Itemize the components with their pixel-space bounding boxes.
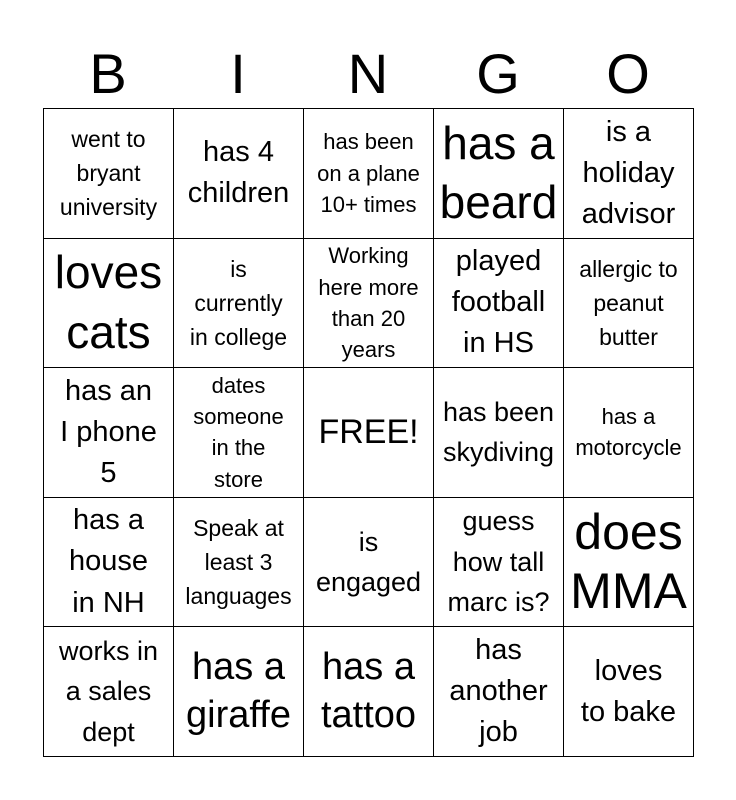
- cell-text: has a tattoo: [320, 645, 417, 736]
- bingo-cell-r1-c5[interactable]: [564, 109, 694, 239]
- bingo-board: [43, 108, 694, 757]
- bingo-cell-r2-c1[interactable]: [44, 239, 174, 369]
- bingo-cell-r4-c2[interactable]: [174, 498, 304, 628]
- bingo-cell-r5-c1[interactable]: [44, 627, 174, 757]
- bingo-cell-r4-c1[interactable]: [44, 498, 174, 628]
- bingo-header: [43, 40, 693, 108]
- bingo-cell-r3-c5[interactable]: [564, 368, 694, 498]
- bingo-cell-r3-c4[interactable]: [434, 368, 564, 498]
- bingo-cell-r5-c4[interactable]: [434, 627, 564, 757]
- cell-text: has been skydiving: [442, 396, 555, 468]
- bingo-cell-r4-c3[interactable]: [304, 498, 434, 628]
- cell-text: has an I phone 5: [60, 374, 157, 490]
- cell-text: has a motorcycle: [575, 404, 682, 461]
- bingo-cell-r4-c5[interactable]: [564, 498, 694, 628]
- cell-text: FREE!: [318, 413, 419, 452]
- cell-text: has 4 children: [187, 136, 290, 210]
- bingo-cell-r4-c4[interactable]: [434, 498, 564, 628]
- cell-text: loves to bake: [580, 654, 677, 728]
- cell-text: has a giraffe: [186, 645, 291, 736]
- header-letter-o: O: [606, 42, 650, 105]
- header-letter-n: N: [347, 42, 389, 105]
- cell-text: dates someone in the store: [193, 373, 284, 492]
- cell-text: works in a sales dept: [58, 635, 159, 747]
- bingo-cell-r3-c1[interactable]: [44, 368, 174, 498]
- bingo-cell-r2-c2[interactable]: [174, 239, 304, 369]
- bingo-cell-r2-c4[interactable]: [434, 239, 564, 369]
- header-letter-i: I: [230, 42, 246, 105]
- bingo-cell-r3-c2[interactable]: [174, 368, 304, 498]
- bingo-cell-r5-c3[interactable]: [304, 627, 434, 757]
- bingo-cell-r1-c3[interactable]: [304, 109, 434, 239]
- cell-text: Working here more than 20 years: [318, 243, 419, 363]
- cell-text: has a house in NH: [68, 504, 148, 619]
- bingo-cell-r2-c3[interactable]: [304, 239, 434, 369]
- cell-text: went to bryant university: [59, 126, 158, 221]
- cell-text: Speak at least 3 languages: [185, 515, 292, 610]
- cell-text: allergic to peanut butter: [579, 255, 678, 350]
- cell-text: does MMA: [570, 504, 687, 620]
- cell-text: has another job: [449, 633, 548, 749]
- bingo-cell-r5-c2[interactable]: [174, 627, 304, 757]
- bingo-cell-r3-c3[interactable]: [304, 368, 434, 498]
- bingo-cell-r1-c4[interactable]: [434, 109, 564, 239]
- cell-text: loves cats: [54, 246, 163, 358]
- cell-text: is currently in college: [189, 255, 288, 350]
- header-letter-g: G: [476, 42, 520, 105]
- bingo-cell-r2-c5[interactable]: [564, 239, 694, 369]
- cell-text: has been on a plane 10+ times: [317, 129, 420, 217]
- cell-text: is engaged: [315, 526, 422, 598]
- header-letter-b: B: [89, 42, 127, 105]
- cell-text: is a holiday advisor: [581, 115, 676, 230]
- bingo-cell-r1-c2[interactable]: [174, 109, 304, 239]
- cell-text: guess how tall marc is?: [447, 506, 550, 618]
- bingo-cell-r5-c5[interactable]: [564, 627, 694, 757]
- cell-text: played football in HS: [451, 245, 546, 360]
- cell-text: has a beard: [439, 116, 558, 229]
- bingo-cell-r1-c1[interactable]: [44, 109, 174, 239]
